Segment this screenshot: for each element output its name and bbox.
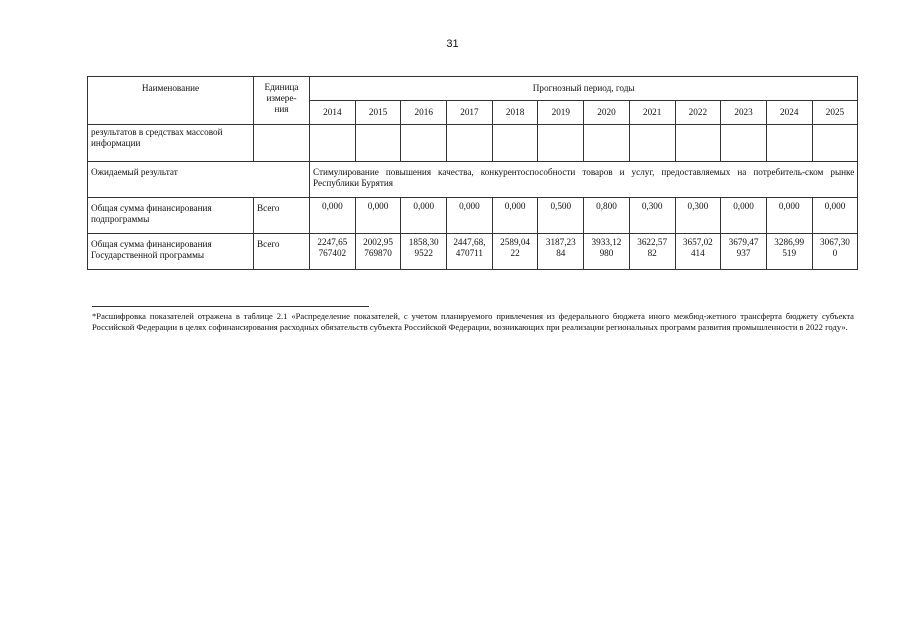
state-value-line-2: 937 <box>736 248 751 258</box>
state-value-line-1: 1858,30 <box>408 237 439 247</box>
state-value-line-2: 0 <box>832 248 838 258</box>
state-value-2016 <box>401 234 447 270</box>
state-value-2025 <box>812 234 858 270</box>
state-value-2014 <box>310 234 356 270</box>
state-value-line-2: 470711 <box>455 248 484 258</box>
subprogram-value-2020: 0,800 <box>584 198 630 234</box>
state-value-line-1: 3622,57 <box>637 237 668 247</box>
state-value-2019 <box>538 234 584 270</box>
year-2016: 2016 <box>401 101 447 125</box>
row-subprogram-name: Общая сумма финансирования подпрограммы <box>88 198 254 234</box>
header-period: Прогнозный период, годы <box>310 77 858 101</box>
table-row <box>88 125 858 162</box>
state-value-line-1: 2002,95 <box>363 237 393 247</box>
state-value-line-2: 84 <box>556 248 566 258</box>
state-value-2024 <box>766 234 812 270</box>
state-value-line-1: 3286,99 <box>774 237 805 247</box>
year-2018: 2018 <box>492 101 538 125</box>
year-2023: 2023 <box>721 101 767 125</box>
row-state-name: Общая сумма финансирования Государственной программы <box>88 234 254 270</box>
state-value-line-1: 3679,47 <box>728 237 759 247</box>
state-value-line-1: 3933,12 <box>591 237 622 247</box>
state-value-line-2: 769870 <box>364 248 392 258</box>
state-value-2017 <box>447 234 493 270</box>
row-state-unit: Всего <box>254 234 310 270</box>
subprogram-value-2017: 0,000 <box>447 198 493 234</box>
state-value-2021 <box>629 234 675 270</box>
subprogram-value-2022: 0,300 <box>675 198 721 234</box>
state-value-line-2: 519 <box>782 248 797 258</box>
state-value-line-1: 2247,65 <box>317 237 348 247</box>
subprogram-value-2014: 0,000 <box>310 198 356 234</box>
state-value-2022 <box>675 234 721 270</box>
financing-table <box>87 76 858 270</box>
year-2015: 2015 <box>355 101 401 125</box>
table-row <box>88 162 858 198</box>
state-value-line-2: 767402 <box>318 248 347 258</box>
subprogram-value-2015: 0,000 <box>355 198 401 234</box>
row-subprogram-unit: Всего <box>254 198 310 234</box>
state-value-line-2: 414 <box>690 248 705 258</box>
year-2024: 2024 <box>766 101 812 125</box>
row-continuation-name: результатов в средствах массовой информации <box>88 125 254 162</box>
header-unit-line-1: Единица <box>264 82 299 92</box>
state-value-line-1: 2589,04 <box>500 237 531 247</box>
page-number: 31 <box>446 38 459 50</box>
year-2021: 2021 <box>629 101 675 125</box>
state-value-line-2: 82 <box>647 248 657 258</box>
subprogram-value-2024: 0,000 <box>766 198 812 234</box>
state-value-line-1: 3067,30 <box>820 237 850 247</box>
header-unit-line-3: ния <box>274 104 289 114</box>
state-value-line-1: 2447,68, <box>453 237 486 247</box>
year-2014: 2014 <box>310 101 356 125</box>
state-value-line-2: 980 <box>599 248 614 258</box>
state-value-line-1: 3657,02 <box>682 237 713 247</box>
year-2025: 2025 <box>812 101 858 125</box>
table-row <box>88 198 858 234</box>
subprogram-value-2016: 0,000 <box>401 198 447 234</box>
state-value-line-2: 9522 <box>414 248 433 258</box>
header-unit-line-2: измере- <box>266 93 297 103</box>
header-name: Наименование <box>88 77 254 125</box>
year-2022: 2022 <box>675 101 721 125</box>
header-unit <box>254 77 310 125</box>
state-value-2018 <box>492 234 538 270</box>
state-value-2023 <box>721 234 767 270</box>
state-value-line-2: 22 <box>510 248 520 258</box>
year-2017: 2017 <box>447 101 493 125</box>
state-value-2020 <box>584 234 630 270</box>
footnote: *Расшифровка показателей отражена в таблице 2.1 «Распределение показателей, с учетом планируемого привлечения из федерального бюджета иного межбюд-жетного трансферта бюджету субъекта Российской Федерации в целях софинансирования расходных обязательств субъекта Российской Федерации, возникающих при реализации региональных программ развития промышленности в 2022 году». <box>92 311 854 332</box>
subprogram-value-2019: 0,500 <box>538 198 584 234</box>
footnote-divider <box>92 306 369 307</box>
state-value-line-1: 3187,23 <box>545 237 576 247</box>
subprogram-value-2025: 0,000 <box>812 198 858 234</box>
state-value-2015 <box>355 234 401 270</box>
row-expected-text: Стимулирование повышения качества, конкурентоспособности товаров и услуг, предоставляемых на потребитель-ском рынке Республики Бурятия <box>310 162 858 198</box>
row-expected-name: Ожидаемый результат <box>88 162 310 198</box>
year-2019: 2019 <box>538 101 584 125</box>
subprogram-value-2018: 0,000 <box>492 198 538 234</box>
subprogram-value-2023: 0,000 <box>721 198 767 234</box>
subprogram-value-2021: 0,300 <box>629 198 675 234</box>
table-row <box>88 234 858 270</box>
year-2020: 2020 <box>584 101 630 125</box>
